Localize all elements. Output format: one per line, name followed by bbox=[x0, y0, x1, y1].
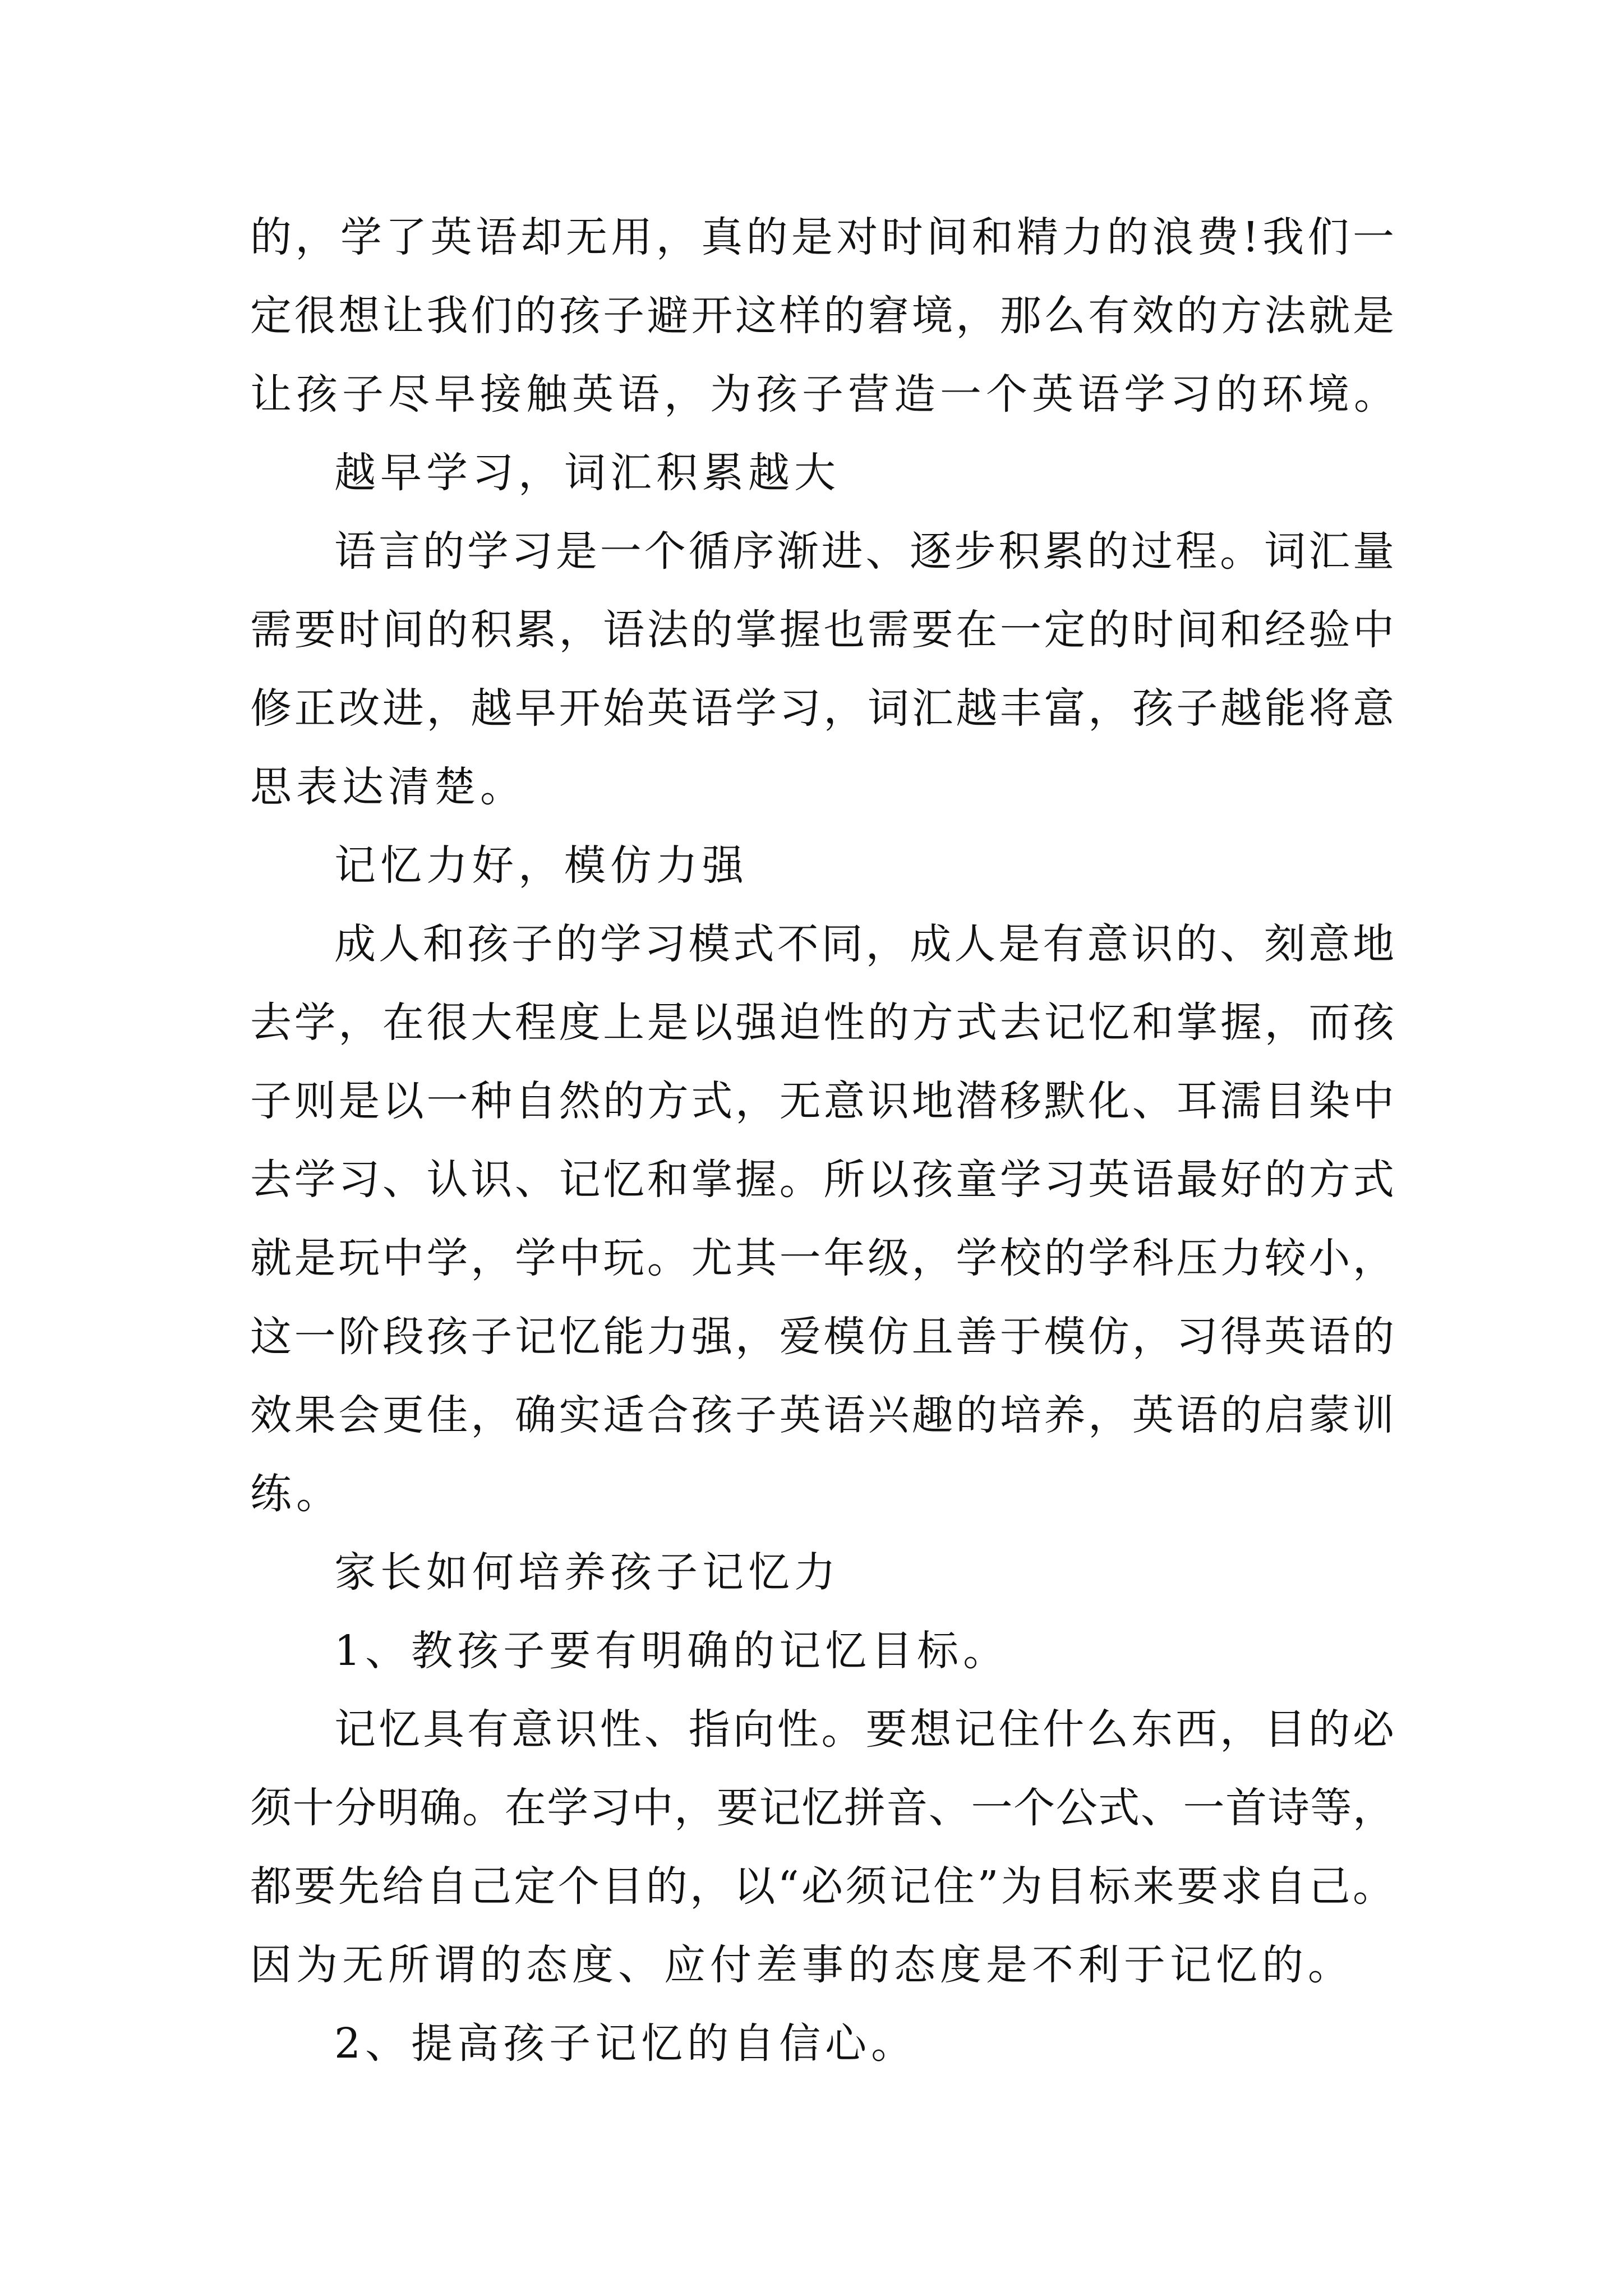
text-line: 效果会更佳，确实适合孩子英语兴趣的培养，英语的启蒙训 bbox=[250, 1391, 1394, 1439]
text-line: 去学，在很大程度上是以强迫性的方式去记忆和掌握，而孩 bbox=[250, 999, 1394, 1047]
text-line: 子则是以一种自然的方式，无意识地潜移默化、耳濡目染中 bbox=[250, 1077, 1394, 1125]
section-heading: 记忆力好，模仿力强 bbox=[334, 841, 748, 890]
text-line: 思表达清楚。 bbox=[250, 763, 526, 811]
text-line: 须十分明确。在学习中，要记忆拼音、一个公式、一首诗等， bbox=[250, 1784, 1394, 1832]
text-line: 修正改进，越早开始英语学习，词汇越丰富，孩子越能将意 bbox=[250, 684, 1394, 733]
text-line: 语言的学习是一个循序渐进、逐步积累的过程。词汇量 bbox=[334, 527, 1394, 576]
text-line: 这一阶段孩子记忆能力强，爱模仿且善于模仿，习得英语的 bbox=[250, 1313, 1394, 1361]
text-line: 就是玩中学，学中玩。尤其一年级，学校的学科压力较小， bbox=[250, 1234, 1394, 1282]
section-heading: 家长如何培养孩子记忆力 bbox=[334, 1548, 840, 1596]
text-line: 去学习、认识、记忆和掌握。所以孩童学习英语最好的方式 bbox=[250, 1156, 1394, 1204]
text-line: 练。 bbox=[250, 1470, 342, 1518]
text-line: 让孩子尽早接触英语，为孩子营造一个英语学习的环境。 bbox=[250, 370, 1400, 418]
text-line: 都要先给自己定个目的，以“必须记住”为目标来要求自己。 bbox=[250, 1862, 1394, 1911]
text-line: 定很想让我们的孩子避开这样的窘境，那么有效的方法就是 bbox=[250, 292, 1394, 340]
section-heading: 越早学习，词汇积累越大 bbox=[334, 449, 840, 497]
list-item-heading: 1、教孩子要有明确的记忆目标。 bbox=[334, 1627, 1009, 1675]
text-line: 需要时间的积累，语法的掌握也需要在一定的时间和经验中 bbox=[250, 606, 1394, 654]
text-line: 记忆具有意识性、指向性。要想记住什么东西，目的必 bbox=[334, 1705, 1394, 1754]
text-line: 成人和孩子的学习模式不同，成人是有意识的、刻意地 bbox=[334, 920, 1394, 968]
text-line: 因为无所谓的态度、应付差事的态度是不利于记忆的。 bbox=[250, 1941, 1354, 1989]
list-item-heading: 2、提高孩子记忆的自信心。 bbox=[334, 2019, 917, 2068]
text-line: 的，学了英语却无用，真的是对时间和精力的浪费!我们一 bbox=[250, 213, 1394, 261]
